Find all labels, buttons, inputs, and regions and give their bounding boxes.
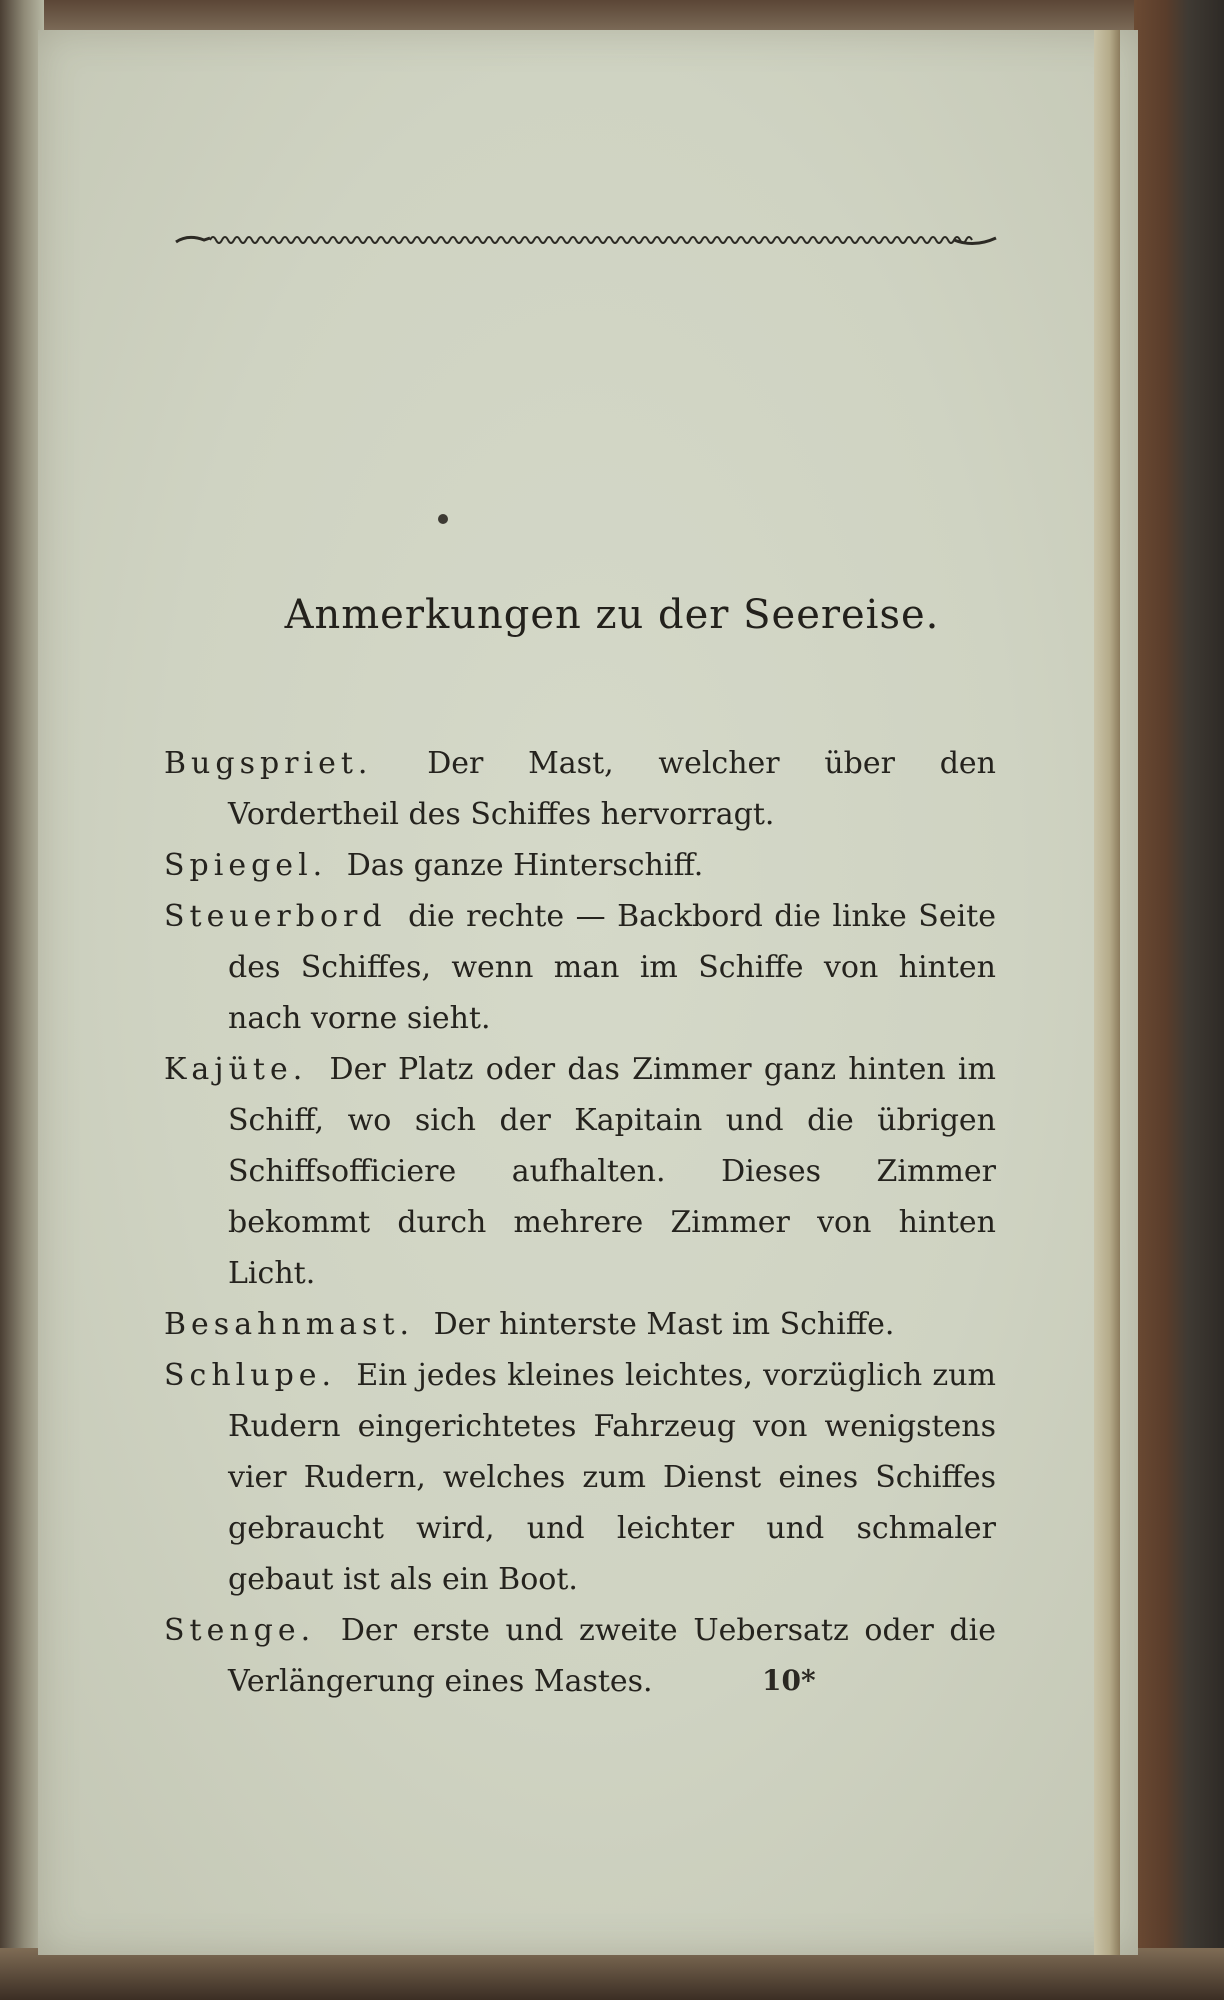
glossary-term: Kajüte. <box>164 1052 308 1087</box>
page-edge <box>1094 30 1120 1955</box>
glossary-term: Schlupe. <box>164 1358 337 1393</box>
glossary-entry <box>164 738 996 840</box>
glossary-entry <box>164 1299 996 1350</box>
glossary-term: Steuerbord <box>164 899 387 934</box>
glossary-term: Bugspriet. <box>164 746 373 781</box>
glossary-term: Spiegel. <box>164 848 328 883</box>
binding-board-right <box>1134 0 1224 2000</box>
glossary-definition: Ein jedes kleines leichtes, vorzüglich zum Rudern eingerichtetes Fahrzeug von wenigstens vier Rudern, welches zum Dienst eines Schiffes gebraucht wird, und leichter und schmaler gebaut ist als ein Boot. <box>228 1358 997 1597</box>
ink-speck <box>438 514 448 524</box>
glossary-definition: Der erste und zweite Uebersatz oder die Verlängerung eines Mastes. <box>228 1613 996 1699</box>
glossary-entry <box>164 1044 996 1299</box>
glossary-definition: Der hinterste Mast im Schiffe. <box>433 1307 895 1342</box>
glossary-definition: Das ganze Hinterschiff. <box>346 848 704 883</box>
glossary-entry <box>164 1350 996 1605</box>
page-title: Anmerkungen zu der Seereise. <box>284 592 940 638</box>
glossary-term: Stenge. <box>164 1613 316 1648</box>
glossary-definition: Der Platz oder das Zimmer ganz hinten im Schiff, wo sich der Kapitain und die übrigen Schiffsofficiere aufhalten. Dieses Zimmer bekommt durch mehrere Zimmer von hinten Licht. <box>228 1052 996 1291</box>
glossary-entry <box>164 891 996 1044</box>
glossary-entry <box>164 840 996 891</box>
glossary-definition: die rechte — Backbord die linke Seite des Schiffes, wenn man im Schiffe von hinten nach vorne sieht. <box>228 899 996 1036</box>
decorative-wavy-rule <box>174 226 1000 254</box>
glossary-term: Besahnmast. <box>164 1307 415 1342</box>
glossary-list <box>164 738 996 1707</box>
glossary-definition: Der Mast, welcher über den Vordertheil des Schiffes hervorragt. <box>228 746 996 832</box>
binding-board-bottom <box>0 1948 1224 2000</box>
page-number: 10* <box>762 1664 816 1697</box>
glossary-entry <box>164 1605 996 1707</box>
